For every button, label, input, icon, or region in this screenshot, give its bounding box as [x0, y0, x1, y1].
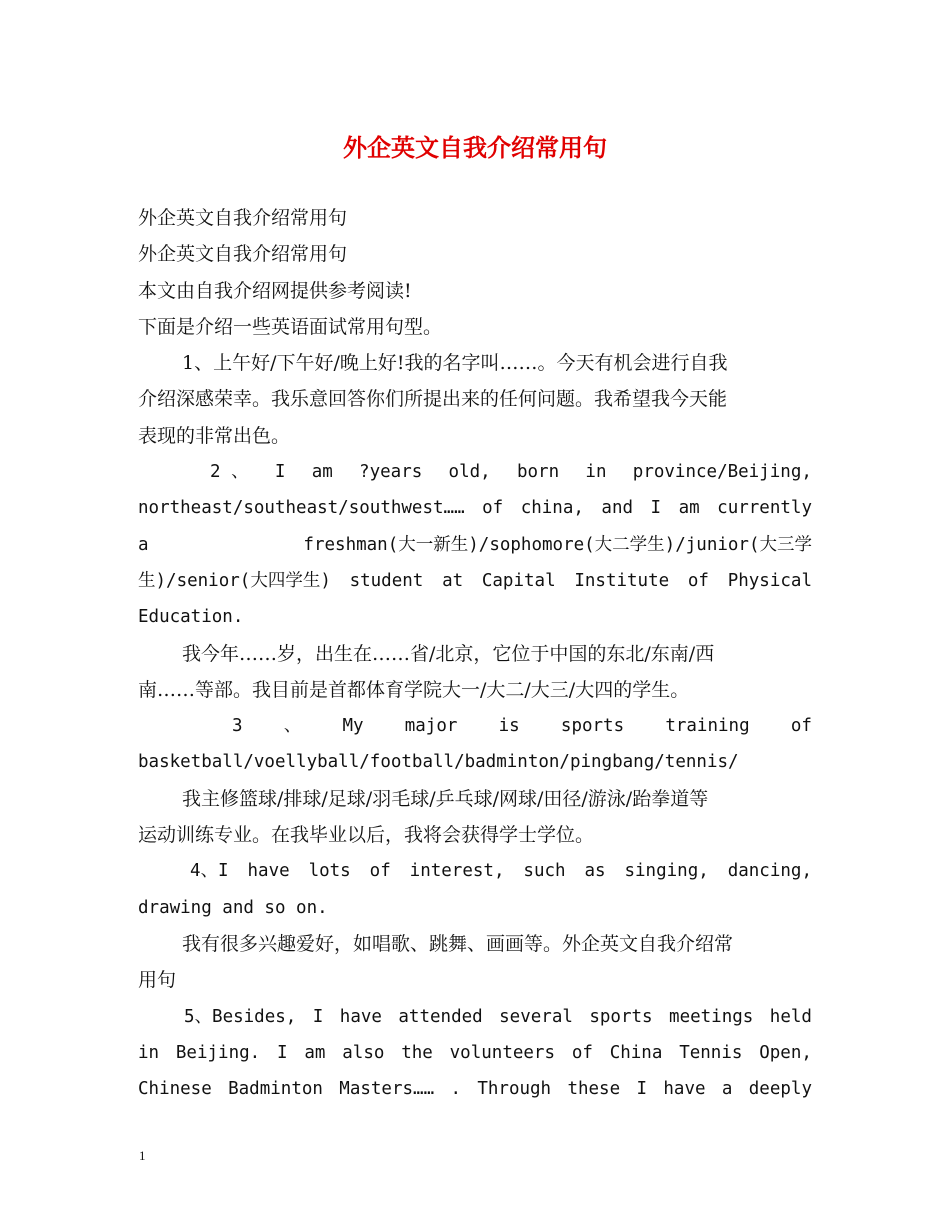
- word: 、: [283, 716, 302, 737]
- word: student: [349, 570, 424, 591]
- word: Badminton: [228, 1079, 323, 1100]
- text-line: 介绍深感荣幸。我乐意回答你们所提出来的任何问题。我希望我今天能: [138, 388, 728, 411]
- word: in: [138, 1042, 160, 1063]
- word: of: [687, 570, 709, 591]
- word: currently: [717, 498, 812, 519]
- word: I: [274, 462, 286, 483]
- word: have: [663, 1079, 706, 1100]
- word: China: [609, 1042, 663, 1063]
- word: My: [342, 716, 364, 737]
- word: interest,: [409, 861, 505, 882]
- text-line: basketball/voellyball/football/badminton/pingbang/tennis/: [138, 752, 739, 773]
- text-line: 本文由自我介绍网提供参考阅读!: [138, 279, 412, 302]
- word: sports: [589, 1006, 653, 1027]
- word: held: [769, 1006, 812, 1027]
- word: I: [636, 1079, 648, 1100]
- word: major: [404, 716, 458, 737]
- word: meetings: [669, 1006, 754, 1027]
- text-line: [138, 563, 812, 599]
- text-line: [138, 1071, 812, 1107]
- word: Institute: [574, 570, 670, 591]
- word: am: [678, 498, 700, 519]
- word: 生)/senior(大四学生): [138, 570, 331, 591]
- word: old,: [448, 462, 491, 483]
- text-line: [138, 853, 812, 889]
- text-line: Education.: [138, 607, 244, 628]
- word: Capital: [481, 570, 556, 591]
- word: a: [138, 534, 149, 555]
- text-line: 1、上午好/下午好/晚上好!我的名字叫……。今天有机会进行自我: [182, 352, 728, 375]
- word: of: [482, 498, 504, 519]
- word: have: [339, 1006, 382, 1027]
- word: am: [304, 1042, 326, 1063]
- text-line: 南……等部。我目前是首都体育学院大一/大二/大三/大四的学生。: [138, 678, 690, 701]
- word: ?years: [359, 462, 423, 483]
- word: a: [721, 1079, 733, 1100]
- word: in: [585, 462, 607, 483]
- word: also: [342, 1042, 385, 1063]
- document-body: [138, 200, 812, 1107]
- word: several: [499, 1006, 573, 1027]
- word: freshman(大一新生)/sophomore(大二学生)/junior(大三学: [303, 534, 812, 555]
- text-line: 用句: [138, 969, 177, 992]
- word: dancing,: [727, 861, 812, 882]
- text-line: [138, 708, 812, 744]
- word: Tennis: [679, 1042, 743, 1063]
- text-line: 我主修篮球/排球/足球/羽毛球/乒乓球/网球/田径/游泳/跆拳道等: [182, 787, 709, 810]
- word: I: [650, 498, 662, 519]
- text-line: [138, 454, 812, 490]
- word: these: [567, 1079, 621, 1100]
- text-line: [138, 527, 812, 563]
- word: 4、I: [190, 861, 229, 882]
- word: Open,: [759, 1042, 812, 1063]
- word: at: [442, 570, 464, 591]
- word: I: [277, 1042, 288, 1063]
- word: of: [369, 861, 391, 882]
- text-line: 表现的非常出色。: [138, 424, 291, 447]
- word: am: [311, 462, 333, 483]
- text-line: [138, 1035, 812, 1071]
- text-line: 下面是介绍一些英语面试常用句型。: [138, 315, 443, 338]
- word: as: [584, 861, 606, 882]
- word: Chinese: [138, 1079, 212, 1100]
- text-line: 外企英文自我介绍常用句: [138, 207, 348, 229]
- text-line: 我有很多兴趣爱好，如唱歌、跳舞、画画等。外企英文自我介绍常: [182, 932, 734, 955]
- word: lots: [308, 861, 351, 882]
- text-line: [138, 490, 812, 526]
- text-line: 我今年……岁，出生在……省/北京，它位于中国的东北/东南/西: [182, 642, 715, 665]
- word: attended: [398, 1006, 483, 1027]
- page-number: 1: [139, 1148, 146, 1163]
- word: 2 、: [210, 462, 249, 483]
- word: of: [571, 1042, 593, 1063]
- word: province/Beijing,: [632, 462, 812, 483]
- word: sports: [560, 716, 625, 737]
- text-line: 外企英文自我介绍常用句: [138, 243, 348, 266]
- word: the: [401, 1042, 433, 1063]
- word: singing,: [624, 861, 709, 882]
- word: 3: [232, 716, 243, 737]
- word: .: [450, 1079, 461, 1100]
- word: Through: [477, 1079, 552, 1100]
- word: Physical: [727, 570, 812, 591]
- word: volunteers: [449, 1042, 555, 1063]
- word: Masters……: [339, 1079, 435, 1100]
- word: deeply: [748, 1079, 812, 1100]
- word: northeast/southeast/southwest……: [138, 498, 465, 519]
- word: Beijing.: [175, 1042, 261, 1063]
- word: of: [790, 716, 812, 737]
- text-line: [138, 999, 812, 1035]
- word: is: [498, 716, 520, 737]
- document-title: 外企英文自我介绍常用句: [343, 133, 607, 162]
- word: such: [523, 861, 566, 882]
- word: 5、Besides,: [184, 1006, 297, 1027]
- text-line: drawing and so on.: [138, 897, 328, 918]
- word: training: [665, 716, 750, 737]
- word: and: [601, 498, 634, 519]
- word: china,: [520, 498, 584, 519]
- text-line: 运动训练专业。在我毕业以后，我将会获得学士学位。: [138, 824, 595, 847]
- word: born: [516, 462, 560, 483]
- word: I: [312, 1006, 324, 1027]
- word: have: [247, 861, 290, 882]
